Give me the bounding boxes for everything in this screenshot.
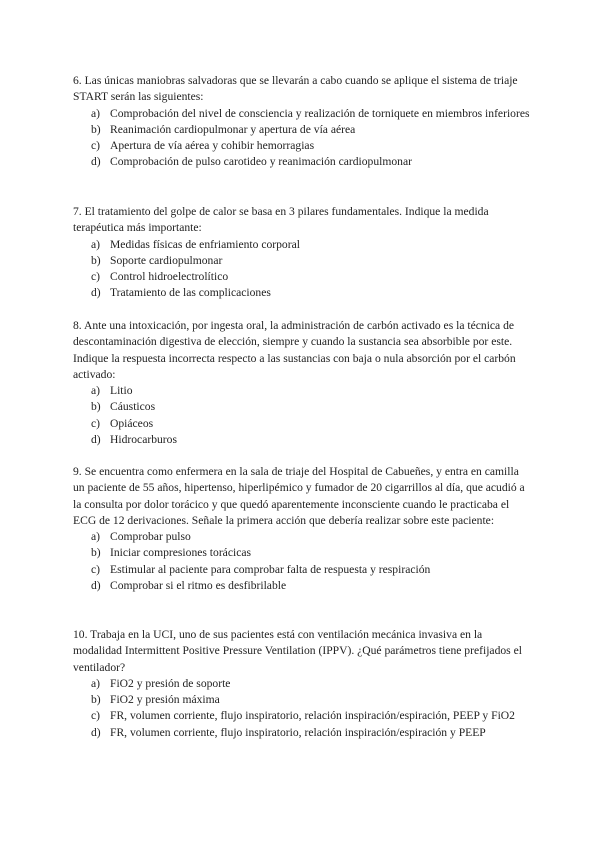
option-letter: b)	[91, 693, 101, 707]
option-text: Hidrocarburos	[110, 433, 177, 447]
answer-option-a	[73, 383, 533, 399]
option-text: Comprobar si el ritmo es desfibrilable	[110, 579, 287, 593]
option-letter: d)	[91, 155, 101, 169]
option-text: Reanimación cardiopulmonar y apertura de vía aérea	[110, 122, 356, 136]
option-text: Soporte cardiopulmonar	[110, 253, 223, 267]
answer-option-d	[73, 725, 533, 741]
answer-option-a	[73, 529, 533, 545]
option-text: FR, volumen corriente, flujo inspiratorio, relación inspiración/espiración, PEEP y FiO2	[110, 709, 515, 723]
option-letter: a)	[91, 530, 101, 544]
option-text: FiO2 y presión máxima	[110, 693, 220, 707]
option-text: Apertura de vía aérea y cohibir hemorragias	[110, 139, 315, 153]
answer-option-b	[73, 399, 533, 415]
option-text: Litio	[110, 384, 133, 398]
option-text: FiO2 y presión de soporte	[110, 676, 231, 690]
option-letter: c)	[91, 270, 101, 284]
option-letter: b)	[91, 122, 101, 136]
question-stem: 8. Ante una intoxicación, por ingesta oral, la administración de carbón activado es la técnica de descontaminación digestiva de elección, siempre y cuando la sustancia sea absorbible por este. Indique la respuesta incorrecta respecto a las sustancias con baja o nula absorción por el carbón activado:	[73, 319, 516, 381]
answer-option-a	[73, 676, 533, 692]
answer-options	[73, 237, 533, 302]
option-letter: d)	[91, 433, 101, 447]
answer-option-c	[73, 708, 533, 724]
option-letter: c)	[91, 416, 101, 430]
question-stem: 9. Se encuentra como enfermera en la sala de triaje del Hospital de Cabueñes, y entra en camilla un paciente de 55 años, hipertenso, hiperlipémico y fumador de 20 cigarrillos al día, que acudió a la consulta por dolor torácico y que quedó aparentemente inconsciente cuando le practicaba el ECG de 12 derivaciones. Señale la primera acción que debería realizar sobre este paciente:	[73, 465, 525, 527]
question-10	[73, 627, 533, 741]
answer-option-b	[73, 253, 533, 269]
answer-option-c	[73, 562, 533, 578]
option-letter: c)	[91, 709, 101, 723]
answer-option-a	[73, 237, 533, 253]
answer-option-c	[73, 269, 533, 285]
answer-options	[73, 676, 533, 741]
option-letter: d)	[91, 286, 101, 300]
answer-option-b	[73, 545, 533, 561]
answer-option-c	[73, 416, 533, 432]
answer-option-d	[73, 154, 533, 170]
question-stem: 6. Las únicas maniobras salvadoras que se llevarán a cabo cuando se aplique el sistema de triaje START serán las siguientes:	[73, 74, 518, 104]
option-text: Control hidroelectrolítico	[110, 270, 229, 284]
option-text: Iniciar compresiones torácicas	[110, 546, 251, 560]
option-letter: a)	[91, 384, 101, 398]
option-letter: d)	[91, 725, 101, 739]
option-text: Comprobar pulso	[110, 530, 191, 544]
answer-option-c	[73, 138, 533, 154]
option-letter: c)	[91, 139, 101, 153]
option-letter: a)	[91, 676, 101, 690]
answer-options	[73, 383, 533, 448]
option-text: FR, volumen corriente, flujo inspiratorio, relación inspiración/espiración y PEEP	[110, 725, 486, 739]
answer-option-d	[73, 285, 533, 301]
answer-options	[73, 529, 533, 594]
option-text: Medidas físicas de enfriamiento corporal	[110, 237, 300, 251]
question-stem: 10. Trabaja en la UCI, uno de sus pacientes está con ventilación mecánica invasiva en la modalidad Intermittent Positive Pressure Ventilation (IPPV). ¿Qué parámetros tiene prefijados el ventilador?	[73, 628, 522, 674]
option-text: Tratamiento de las complicaciones	[110, 286, 271, 300]
question-6	[73, 73, 533, 171]
answer-option-a	[73, 106, 533, 122]
option-letter: d)	[91, 579, 101, 593]
option-letter: b)	[91, 253, 101, 267]
option-text: Comprobación del nivel de consciencia y realización de torniquete en miembros inferiores	[110, 106, 530, 120]
option-text: Opiáceos	[110, 416, 154, 430]
question-8	[73, 318, 533, 448]
question-9	[73, 464, 533, 594]
answer-option-b	[73, 692, 533, 708]
option-letter: a)	[91, 237, 101, 251]
option-text: Comprobación de pulso carotideo y reanimación cardiopulmonar	[110, 155, 412, 169]
answer-options	[73, 106, 533, 171]
option-letter: b)	[91, 546, 101, 560]
option-text: Cáusticos	[110, 400, 156, 414]
answer-option-d	[73, 432, 533, 448]
option-text: Estimular al paciente para comprobar falta de respuesta y respiración	[110, 562, 431, 576]
answer-option-d	[73, 578, 533, 594]
answer-option-b	[73, 122, 533, 138]
option-letter: b)	[91, 400, 101, 414]
option-letter: a)	[91, 106, 101, 120]
question-7	[73, 204, 533, 302]
option-letter: c)	[91, 562, 101, 576]
question-stem: 7. El tratamiento del golpe de calor se basa en 3 pilares fundamentales. Indique la medida terapéutica más importante:	[73, 205, 489, 235]
